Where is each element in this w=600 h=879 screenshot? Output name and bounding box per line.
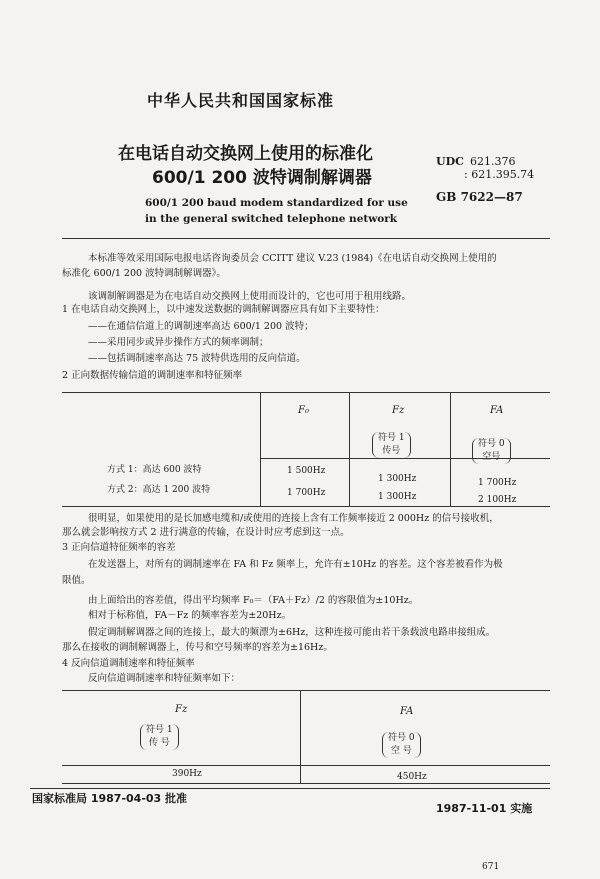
section-4-title: 4 反向信道调制速率和特征频率 [62,658,195,669]
fz-name: 传号 [382,446,401,456]
section-1-title: 1 在电话自动交换网上，以中速发送数据的调制解调器应具有如下主要特性： [62,304,385,315]
mode-2-fa: 2 100Hz [478,495,517,505]
section-3-para-2: 由上面给出的容差值，得出平均频率 F₀＝（FA＋Fz）/2 的容限值为±10Hz。 [88,595,419,606]
col-header-fa: FA [490,405,504,416]
section-1-item: ——包括调制速率高达 75 波特供选用的反向信道。 [88,353,306,364]
rev-fz-mark-note [140,724,179,750]
rev-fa-space-note [382,732,421,758]
udc-label: UDC [436,155,464,168]
standard-title-line2: 600/1 200 波特调制解调器 [152,168,372,188]
standard-title-line1: 在电话自动交换网上使用的标准化 [118,144,373,164]
rev-fz-name: 传 号 [148,738,170,748]
rev-col-header-fa: FA [400,706,414,717]
section-1-item: ——采用同步或异步操作方式的频率调制； [88,337,269,348]
section-3-para-4-line-1: 假定调制解调器之间的连接上，最大的频漂为±6Hz，这种连接可能由若干条载波电路串接组成。 [88,627,496,638]
section-3-title: 3 正向信道特征频率的容差 [62,542,176,553]
fa-space-note [472,438,511,464]
note-line-2: 那么就会影响按方式 2 进行满意的传输，在设计时应考虑到这一点。 [62,527,350,538]
footer-rule [30,788,550,789]
english-title-line2: in the general switched telephone network [145,213,398,225]
intro-line-3: 该调制解调器是为在电话自动交换网上使用而设计的，它也可用于租用线路。 [88,291,412,302]
issuing-body: 中华人民共和国国家标准 [147,91,335,110]
mode-1-fa: 1 700Hz [478,478,517,488]
effective-date: 1987-11-01 实施 [436,802,533,815]
section-3-para-4-line-2: 那么在接收的调制解调器上，传号和空号频率的容差为±16Hz。 [62,642,333,653]
gb-number: GB 7622—87 [436,190,523,204]
udc-code-1: 621.376 [470,155,516,168]
intro-line-1: 本标准等效采用国际电报电话咨询委员会 CCITT 建议 V.23 (1984)《在电话自动交换网上使用的 [88,253,497,264]
fz-symbol: 符号 1 [378,433,405,443]
header-rule [62,238,550,239]
approval-date: 国家标准局 1987-04-03 批准 [32,792,188,805]
fz-mark-note [372,432,411,458]
mode-1-f0: 1 500Hz [287,466,326,476]
english-title-line1: 600/1 200 baud modem standardized for use [145,197,408,209]
intro-line-2: 标准化 600/1 200 波特调制解调器》。 [62,268,226,279]
section-4-para: 反向信道调制速率和特征频率如下： [88,673,241,684]
col-header-f0: F₀ [298,405,309,416]
mode-2-label: 方式 2：高达 1 200 波特 [107,485,211,495]
note-line-1: 很明显，如果使用的是长加感电缆和/或使用的连接上含有工作频率接近 2 000Hz 的信号接收机， [88,513,499,524]
section-3-para-3: 相对于标称值，FA－Fz 的频率容差为±20Hz。 [88,610,292,621]
section-3-para-1-line-1: 在发送器上，对所有的调制速率在 FA 和 Fz 频率上，允许有±10Hz 的容差。这个容差被看作为极 [88,559,503,570]
mode-2-fz: 1 300Hz [378,492,417,502]
rev-fz-value: 390Hz [172,769,202,779]
rev-fa-value: 450Hz [397,772,427,782]
col-header-fz: Fz [392,405,405,416]
udc-code-2: : 621.395.74 [464,168,535,181]
section-3-para-1-line-2: 限值。 [62,575,91,586]
section-2-title: 2 正向数据传输信道的调制速率和特征频率 [62,370,243,381]
fa-symbol: 符号 0 [478,439,505,449]
rev-fa-symbol: 符号 0 [388,733,415,743]
fa-name: 空号 [482,452,501,462]
section-1-item: ——在通信信道上的调制速率高达 600/1 200 波特； [88,321,314,332]
rev-fz-symbol: 符号 1 [146,725,173,735]
mode-2-f0: 1 700Hz [287,488,326,498]
page-number: 671 [482,862,500,872]
mode-1-label: 方式 1：高达 600 波特 [107,465,202,475]
mode-1-fz: 1 300Hz [378,474,417,484]
rev-col-header-fz: Fz [175,704,188,715]
rev-fa-name: 空 号 [390,746,412,756]
